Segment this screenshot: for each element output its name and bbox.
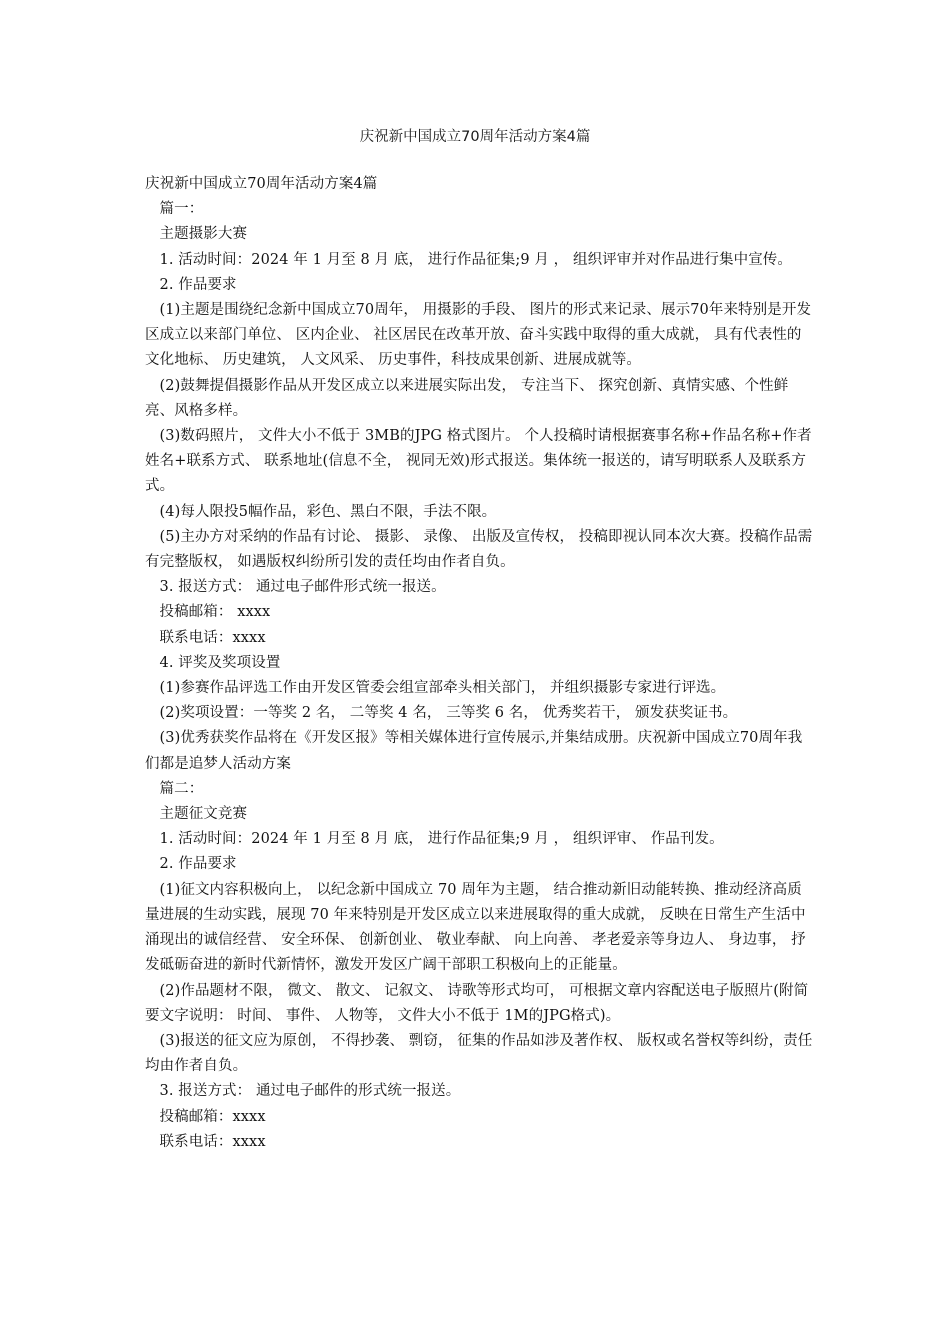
paragraph: 1. 活动时间：2024 年 1 月至 8 月 底， 进行作品征集;9 月 ， 组织评审、 作品刊发。 xyxy=(159,831,724,848)
paragraph: (3)数码照片， 文件大小不低于 3MB的JPG 格式图片。 个人投稿时请根据赛事名称+作品名称+作者姓名+联系方式、 联系地址(信息不全， 视同无效)形式报送。集体统一报送的，请写明联系人及联系方式。 xyxy=(145,428,812,495)
paragraph: 篇一： xyxy=(159,201,204,218)
paragraph: 投稿邮箱： xxxx xyxy=(159,604,271,621)
paragraph: (1)参赛作品评选工作由开发区管委会组宣部牵头相关部门， 并组织摄影专家进行评选。 xyxy=(159,680,726,697)
paragraph: 篇二： xyxy=(159,780,204,797)
paragraph: 庆祝新中国成立70周年活动方案4篇 xyxy=(145,176,378,192)
paragraph: 1. 活动时间：2024 年 1 月至 8 月 底， 进行作品征集;9 月 ， 组织评审并对作品进行集中宣传。 xyxy=(159,251,792,268)
paragraph: 3. 报送方式： 通过电子邮件形式统一报送。 xyxy=(159,579,446,596)
paragraph: (3)优秀获奖作品将在《开发区报》等相关媒体进行宣传展示,并集结成册。庆祝新中国成立70周年我们都是追梦人活动方案 xyxy=(145,730,803,772)
paragraph: (1)主题是围绕纪念新中国成立70周年， 用摄影的手段、 图片的形式来记录、展示70年来特别是开发区成立以来部门单位、 区内企业、 社区居民在改革开放、奋斗实践中取得的重大成就， 具有代表性的文化地标、 历史建筑， 人文风采、 历史事件，科技成果创新、进展成就等。 xyxy=(145,302,812,369)
document-body xyxy=(145,172,815,1155)
paragraph: (1)征文内容积极向上， 以纪念新中国成立 70 周年为主题， 结合推动新旧动能转换、推动经济高质量进展的生动实践，展现 70 年来特别是开发区成立以来进展取得的重大成就， 反映在日常生产生活中涌现出的诚信经营、 安全环保、 创新创业、 敬业奉献、 向上向善、 孝老爱亲等身边人、 身边事， 抒发砥砺奋进的新时代新情怀，激发开发区广阔干部职工积极向上的正能量。 xyxy=(145,881,806,974)
paragraph: 2. 作品要求 xyxy=(159,276,237,293)
paragraph: (2)鼓舞提倡摄影作品从开发区成立以来进展实际出发， 专注当下、 探究创新、真情实感、个性鲜亮、风格多样。 xyxy=(145,377,789,419)
paragraph: (5)主办方对采纳的作品有讨论、 摄影、 录像、 出版及宣传权， 投稿即视认同本次大赛。投稿作品需有完整版权， 如遇版权纠纷所引发的责任均由作者自负。 xyxy=(145,528,813,571)
paragraph: (4)每人限投5幅作品，彩色、黑白不限，手法不限。 xyxy=(159,503,497,520)
paragraph: 主题摄影大赛 xyxy=(159,226,248,243)
paragraph: 联系电话：xxxx xyxy=(159,1133,266,1150)
paragraph: 投稿邮箱：xxxx xyxy=(159,1108,266,1125)
paragraph: 3. 报送方式： 通过电子邮件的形式统一报送。 xyxy=(159,1083,461,1100)
paragraph: 主题征文竞赛 xyxy=(159,806,248,823)
paragraph: (3)报送的征文应为原创， 不得抄袭、 剽窃， 征集的作品如涉及著作权、 版权或名誉权等纠纷，责任均由作者自负。 xyxy=(145,1032,813,1075)
paragraph: (2)作品题材不限， 微文、 散文、 记叙文、 诗歌等形式均可， 可根据文章内容配送电子版照片(附简要文字说明： 时间、 事件、 人物等， 文件大小不低于 1M的JPG格式)。 xyxy=(145,982,809,1024)
paragraph: 联系电话：xxxx xyxy=(159,629,266,646)
paragraph: 2. 作品要求 xyxy=(159,856,237,873)
page-title: 庆祝新中国成立70周年活动方案4篇 xyxy=(359,129,591,145)
paragraph: (2)奖项设置：一等奖 2 名， 二等奖 4 名， 三等奖 6 名， 优秀奖若干， 颁发获奖证书。 xyxy=(159,705,738,722)
paragraph: 4. 评奖及奖项设置 xyxy=(159,654,281,671)
